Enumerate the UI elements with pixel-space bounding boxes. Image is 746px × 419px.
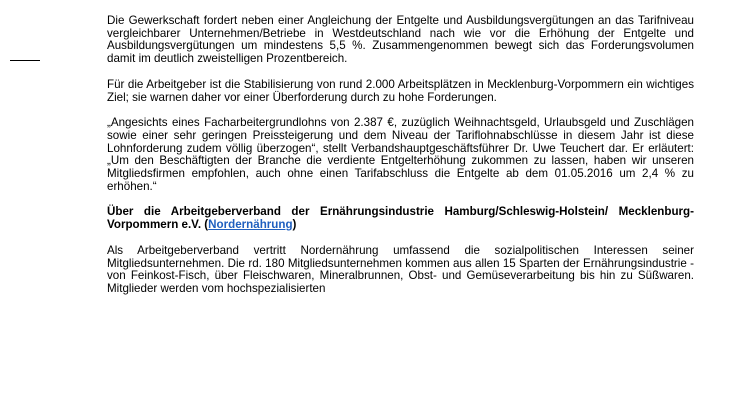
margin-change-bar <box>10 60 40 61</box>
heading-close: ) <box>292 218 297 232</box>
paragraph-quote: „Angesichts eines Facharbeitergrundlohns von 2.387 €, zuzüglich Weihnachtsgeld, Urlaubsgeld und Zuschlägen sowie einer sehr geringen Preissteigerung und dem Niveau der Tariflohnabschlüsse in diesem Jahr ist diese Lohnforderung zudem völlig überzogen“, stellt Verbandshauptgeschäftsführer Dr. Uwe Teuchert dar. Er erläutert: „Um den Beschäftigten der Branche die verdiente Entgelterhöhung zukommen zu lassen, haben wir unseren Mitgliedsfirmen empfohlen, auch ohne einen Tarifabschluss die Entgelte ab dem 01.05.2016 um 2,4 % zu erhöhen.“ <box>107 116 694 193</box>
section-heading <box>107 206 694 231</box>
paragraph-union-demand: Die Gewerkschaft fordert neben einer Angleichung der Entgelte und Ausbildungsvergütungen an das Tarifniveau vergleichbarer Unternehmen/Betriebe in Westdeutschland nach wie vor die Erhöhung der Entgelte und Ausbildungsvergütungen um mindestens 5,5 %. Zusammengenommen bewegt sich das Forderungsvolumen damit im deutlich zweistelligen Prozentbereich. <box>107 14 694 66</box>
document-body <box>107 0 694 309</box>
heading-text: Über die Arbeitgeberverband der Ernährungsindustrie Hamburg/Schleswig-Holstein/ Mecklenburg-Vorpommern e.V. ( <box>107 205 694 232</box>
paragraph-employer-goal: Für die Arbeitgeber ist die Stabilisierung von rund 2.000 Arbeitsplätzen in Mecklenburg-Vorpommern ein wichtiges Ziel; sie warnen daher vor einer Überforderung durch zu hohe Forderungen. <box>107 77 694 104</box>
paragraph-association: Als Arbeitgeberverband vertritt Nordernährung umfassend die sozialpolitischen Interessen seiner Mitgliedsunternehmen. Die rd. 180 Mitgliedsunternehmen kommen aus allen 15 Sparten der Ernährungsindustrie - von Feinkost-Fisch, über Fleischwaren, Mineralbrunnen, Obst- und Gemüseverarbeitung bis hin zu Süßwaren. Mitglieder werden vom hochspezialisierten <box>107 243 694 295</box>
nordernaehrung-link[interactable]: Nordernährung <box>208 218 293 232</box>
